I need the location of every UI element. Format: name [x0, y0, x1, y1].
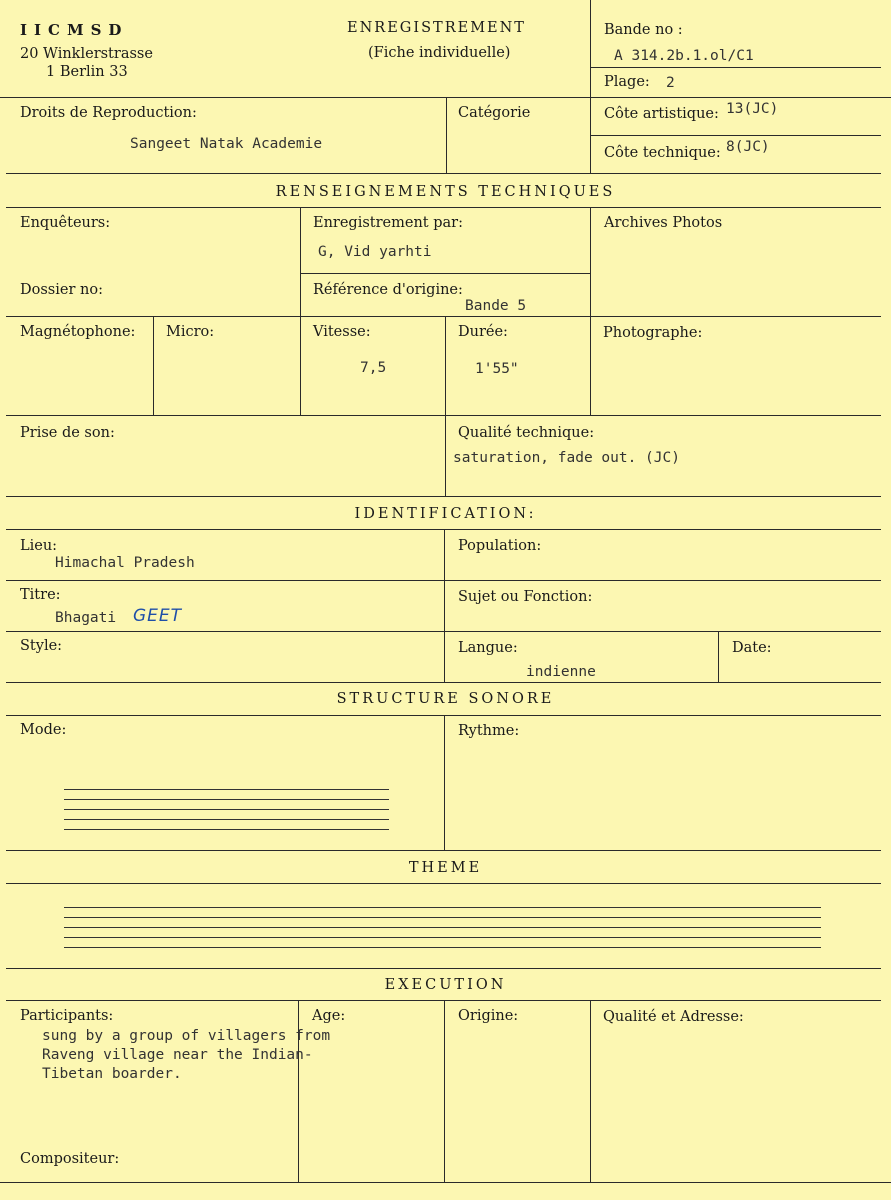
archives-photos-label: Archives Photos [604, 215, 723, 231]
participants-line-1: sung by a group of villagers from [42, 1028, 331, 1044]
bande-label: Bande no : [604, 22, 683, 38]
qualite-technique-value: saturation, fade out. (JC) [453, 450, 680, 466]
enregistrement-par-label: Enregistrement par: [313, 215, 463, 231]
cote-technique-label: Côte technique: [604, 145, 721, 161]
plage-label: Plage: [604, 74, 650, 90]
titre-label: Titre: [20, 587, 61, 603]
prise-de-son-label: Prise de son: [20, 425, 115, 441]
mode-label: Mode: [20, 722, 67, 738]
qualite-adresse-label: Qualité et Adresse: [603, 1009, 744, 1025]
section-structure-title: STRUCTURE SONORE [336, 691, 555, 707]
photographe-label: Photographe: [603, 325, 703, 341]
cote-artistique-label: Côte artistique: [604, 106, 719, 122]
qualite-technique-label: Qualité technique: [458, 425, 595, 441]
enregistrement-par-value: G, Vid yarhti [318, 244, 432, 260]
vitesse-label: Vitesse: [313, 324, 371, 340]
cote-technique-value: 8(JC) [726, 139, 770, 155]
duree-label: Durée: [458, 324, 508, 340]
lieu-value: Himachal Pradesh [55, 555, 195, 571]
titre-handwritten: GEET [133, 606, 183, 626]
droits-value: Sangeet Natak Academie [130, 136, 323, 152]
participants-line-2: Raveng village near the Indian- [42, 1047, 313, 1063]
section-technique-title: RENSEIGNEMENTS TECHNIQUES [275, 184, 616, 200]
participants-line-3: Tibetan boarder. [42, 1066, 182, 1082]
enqueteurs-label: Enquêteurs: [20, 215, 111, 231]
section-theme-title: THEME [408, 860, 483, 876]
dossier-label: Dossier no: [20, 282, 103, 298]
langue-label: Langue: [458, 640, 518, 656]
titre-value: Bhagati [55, 610, 117, 626]
section-execution-title: EXECUTION [384, 977, 507, 993]
rythme-label: Rythme: [458, 723, 520, 739]
date-label: Date: [732, 640, 772, 656]
participants-label: Participants: [20, 1008, 114, 1024]
form-subtitle: (Fiche individuelle) [368, 45, 511, 61]
droits-label: Droits de Reproduction: [20, 105, 197, 121]
sujet-label: Sujet ou Fonction: [458, 589, 593, 605]
address-line-1: 20 Winklerstrasse [20, 46, 153, 62]
lieu-label: Lieu: [20, 538, 58, 554]
reference-value: Bande 5 [465, 298, 527, 314]
address-line-2: 1 Berlin 33 [46, 64, 128, 80]
form-title: ENREGISTREMENT [347, 20, 526, 36]
magnetophone-label: Magnétophone: [20, 324, 136, 340]
plage-value: 2 [666, 75, 675, 91]
bande-value: A 314.2b.1.ol/C1 [614, 48, 754, 64]
style-label: Style: [20, 638, 63, 654]
cote-artistique-value: 13(JC) [726, 101, 779, 117]
reference-label: Référence d'origine: [313, 282, 463, 298]
origine-label: Origine: [458, 1008, 519, 1024]
compositeur-label: Compositeur: [20, 1151, 120, 1167]
duree-value: 1'55" [475, 361, 519, 377]
section-identification-title: IDENTIFICATION: [354, 506, 537, 522]
age-label: Age: [312, 1008, 346, 1024]
categorie-label: Catégorie [458, 105, 531, 121]
institute-logo: IICMSD [20, 21, 129, 39]
langue-value: indienne [526, 664, 596, 680]
micro-label: Micro: [166, 324, 215, 340]
population-label: Population: [458, 538, 542, 554]
vitesse-value: 7,5 [360, 360, 387, 376]
